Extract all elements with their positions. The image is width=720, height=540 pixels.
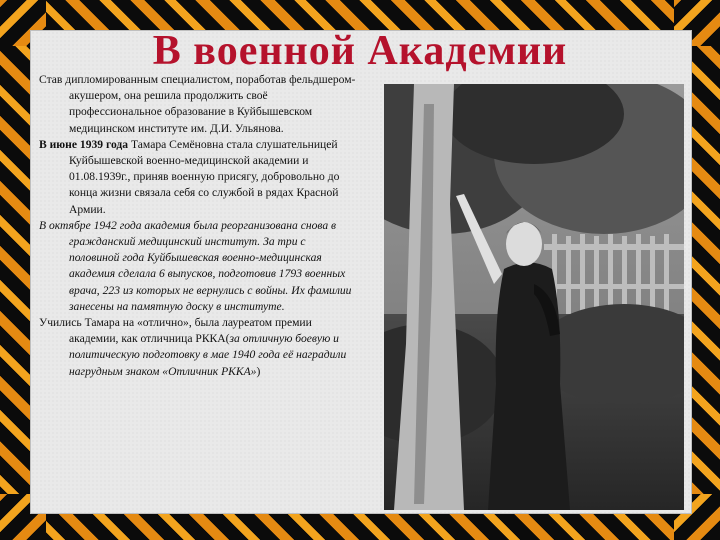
paragraph-1 (39, 72, 357, 137)
slide-title: В военной Академии (152, 28, 568, 74)
paragraph-1-text: Став дипломированным специалистом, поработав фельдшером-акушером, она решила продолжить своё профессиональное образование в Куйбышевском медицинском институте им. Д.И. Ульянова. (39, 73, 356, 135)
paragraph-2-text: Тамара Семёновна стала слушательницей Куйбышевской военно-медицинской академии и 01.08.1939г., приняв военную присягу, добровольно до конца жизни связала себя со службой в рядах Красной Армии. (69, 137, 340, 216)
paragraph-3 (39, 218, 357, 315)
paragraph-2-date: В июне 1939 года (39, 137, 129, 151)
paragraph-4-close: ) (256, 364, 261, 378)
paragraph-3-text: В октябре 1942 года академия была реорганизована снова в гражданский медицинский институт. За три с половиной года Куйбышевская военно-медицинская академия сделала 6 выпусков, подготовив 1793 военных врача, 223 из которых не вернулись с войны. Их фамилии занесены на памятную доску в институте. (39, 218, 352, 313)
paragraph-4-text: Учились Тамара на «отлично», была лауреатом премии академии, как отличница РККА( (39, 316, 312, 346)
paragraph-2 (39, 137, 357, 218)
historical-photo (384, 84, 684, 510)
paragraph-4-award: за отличную боевую и политическую подготовку в мае 1940 года её наградили нагрудным знаком «Отличник РККА» (69, 332, 347, 378)
paragraph-4 (39, 315, 357, 380)
photo-illustration (384, 84, 684, 510)
body-text (39, 72, 357, 380)
